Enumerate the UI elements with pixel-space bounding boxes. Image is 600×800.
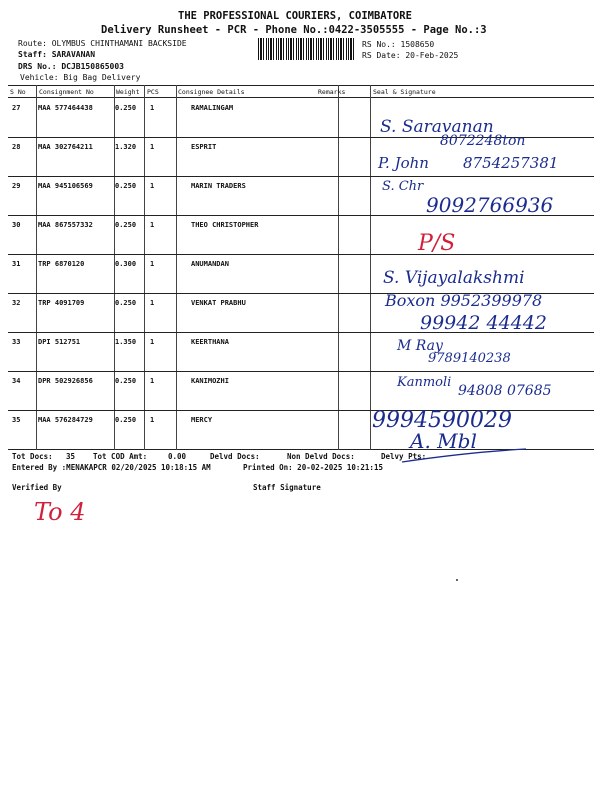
row-consignee: RAMALINGAM <box>191 104 234 112</box>
phone-row-32: 99942 44442 <box>420 312 547 334</box>
phone-row-34: 94808 07685 <box>458 383 552 399</box>
signature-row-27: S. Saravanan <box>380 117 494 137</box>
row-pcs: 1 <box>150 104 155 112</box>
barcode-image <box>258 38 355 60</box>
signature-row-30: P/S <box>418 231 456 256</box>
company-name: THE PROFESSIONAL COURIERS, COIMBATORE <box>178 10 412 22</box>
row-consignment: MAA 302764211 <box>38 143 93 151</box>
runsheet-subtitle: Delivery Runsheet - PCR - Phone No.:0422-3505555 - Page No.:3 <box>101 24 487 36</box>
phone-row-27: 8072248ton <box>440 133 526 149</box>
verified-signature: To 4 <box>34 498 86 526</box>
phone-row-29: 9092766936 <box>426 193 554 217</box>
table-row <box>8 410 594 449</box>
col-header-remarks: Remarks <box>318 88 346 96</box>
verified-by-label: Verified By <box>12 483 62 492</box>
row-pcs: 1 <box>150 338 155 346</box>
row-sno: 35 <box>12 416 21 424</box>
row-consignment: MAA 945106569 <box>38 182 93 190</box>
staff-signature-label: Staff Signature <box>253 483 321 492</box>
drs-number: DRS No.: DCJB150865003 <box>18 62 124 71</box>
entered-by: Entered By :MENAKAPCR 02/20/2025 10:18:15 AM <box>12 463 211 472</box>
table-row <box>8 371 594 410</box>
row-sno: 33 <box>12 338 21 346</box>
row-pcs: 1 <box>150 221 155 229</box>
total-docs-value: 35 <box>66 452 76 461</box>
row-weight: 0.250 <box>115 221 137 229</box>
table-row <box>8 215 594 254</box>
row-pcs: 1 <box>150 377 155 385</box>
row-weight: 1.320 <box>115 143 137 151</box>
row-consignment: DPI 512751 <box>38 338 81 346</box>
phone-row-33: 9789140238 <box>428 351 511 366</box>
signature-row-33: M Ray <box>397 338 443 354</box>
signature-row-32: Boxon 9952399978 <box>385 291 543 310</box>
row-pcs: 1 <box>150 299 155 307</box>
row-consignment: TRP 6870120 <box>38 260 85 268</box>
delivered-docs-label: Delvd Docs: <box>210 452 260 461</box>
row-consignment: MAA 867557332 <box>38 221 93 229</box>
col-header-consignment: Consignment No <box>39 88 94 96</box>
row-sno: 29 <box>12 182 21 190</box>
row-consignee: VENKAT PRABHU <box>191 299 246 307</box>
staff-label: Staff: SARAVANAN <box>18 50 96 59</box>
table-row <box>8 176 594 215</box>
row-pcs: 1 <box>150 143 155 151</box>
phone-row-35: 9994590029 <box>372 408 512 433</box>
scan-speck <box>456 579 458 581</box>
row-consignment: MAA 577464438 <box>38 104 93 112</box>
runsheet-table <box>8 85 594 450</box>
printed-on: Printed On: 20-02-2025 10:21:15 <box>243 463 383 472</box>
total-docs-label: Tot Docs: <box>12 452 53 461</box>
table-row <box>8 137 594 176</box>
row-sno: 31 <box>12 260 21 268</box>
row-consignee: KANIMOZHI <box>191 377 229 385</box>
row-weight: 0.250 <box>115 104 137 112</box>
non-delivered-docs-label: Non Delvd Docs: <box>287 452 355 461</box>
row-consignee: ESPRIT <box>191 143 217 151</box>
row-consignment: TRP 4091709 <box>38 299 85 307</box>
signature-row-35: A. Mbl <box>410 429 477 453</box>
total-cod-value: 0.00 <box>168 452 187 461</box>
row-consignment: DPR 502926856 <box>38 377 93 385</box>
row-sno: 30 <box>12 221 21 229</box>
row-weight: 1.350 <box>115 338 137 346</box>
row-weight: 0.250 <box>115 377 137 385</box>
col-header-sno: S No <box>10 88 26 96</box>
row-weight: 0.250 <box>115 299 137 307</box>
route-label: Route: OLYMBUS CHINTHAMANI BACKSIDE <box>18 39 187 48</box>
col-header-consignee: Consignee Details <box>178 88 245 96</box>
row-consignee: MERCY <box>191 416 213 424</box>
signature-row-31: S. Vijayalakshmi <box>383 268 525 288</box>
signature-row-34: Kanmoli <box>397 375 452 390</box>
signature-row-29: S. Chr <box>382 179 424 194</box>
rs-number: RS No.: 1508650 <box>362 40 435 49</box>
phone-row-28: 8754257381 <box>463 154 559 172</box>
table-row <box>8 98 594 137</box>
row-consignee: MARIN TRADERS <box>191 182 246 190</box>
table-row <box>8 254 594 293</box>
row-pcs: 1 <box>150 416 155 424</box>
row-weight: 0.250 <box>115 182 137 190</box>
total-cod-label: Tot COD Amt: <box>93 452 148 461</box>
table-bottom-border <box>8 449 594 450</box>
row-consignee: THEO CHRISTOPHER <box>191 221 259 229</box>
row-pcs: 1 <box>150 182 155 190</box>
row-pcs: 1 <box>150 260 155 268</box>
row-consignee: ANUMANDAN <box>191 260 229 268</box>
col-header-weight: Weight <box>116 88 140 96</box>
table-top-border <box>8 85 594 86</box>
row-consignment: MAA 576284729 <box>38 416 93 424</box>
table-row <box>8 332 594 371</box>
row-weight: 0.300 <box>115 260 137 268</box>
table-row <box>8 293 594 332</box>
row-sno: 32 <box>12 299 21 307</box>
row-sno: 28 <box>12 143 21 151</box>
row-sno: 34 <box>12 377 21 385</box>
row-weight: 0.250 <box>115 416 137 424</box>
col-header-seal-signature: Seal & Signature <box>373 88 436 96</box>
row-consignee: KEERTHANA <box>191 338 229 346</box>
signature-row-28: P. John <box>378 154 429 172</box>
rs-date: RS Date: 20-Feb-2025 <box>362 51 459 60</box>
col-header-pcs: PCS <box>147 88 159 96</box>
row-sno: 27 <box>12 104 21 112</box>
vehicle-label: Vehicle: Big Bag Delivery <box>20 73 141 82</box>
delivery-points-label: Delvy Pts: <box>381 452 427 461</box>
